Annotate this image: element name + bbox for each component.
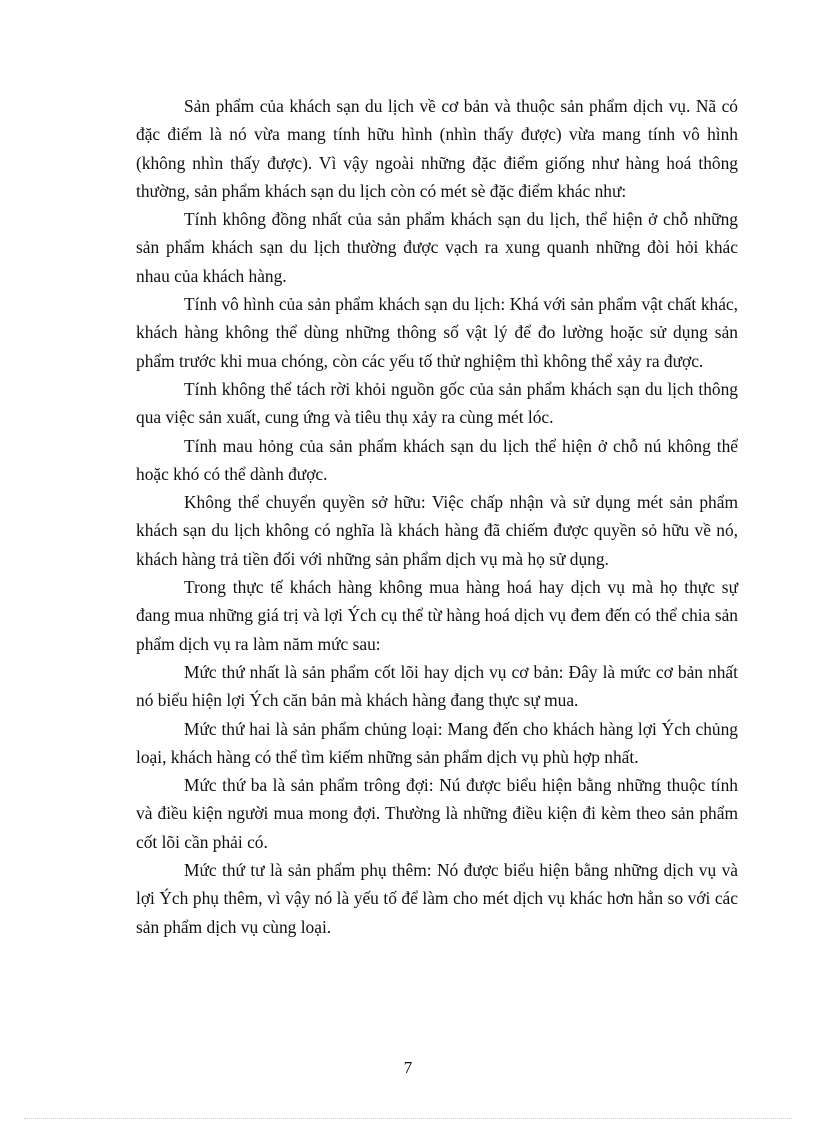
paragraph-5: Tính mau hỏng của sản phẩm khách sạn du lịch thể hiện ở chỗ nú không thể hoặc khó có thể dành được.	[136, 435, 738, 484]
page-bottom-divider	[24, 1118, 792, 1119]
paragraph-9: Mức thứ hai là sản phẩm chủng loại: Mang đến cho khách hàng lợi Ých chủng loại, khách hàng có thể tìm kiếm những sản phẩm dịch vụ phù hợp nhất.	[136, 718, 738, 767]
paragraph-2: Tính không đồng nhất của sản phẩm khách sạn du lịch, thể hiện ở chỗ những sản phẩm khách sạn du lịch thường được vạch ra xung quanh những đòi hỏi khác nhau của khách hàng.	[136, 209, 738, 286]
paragraph-7: Trong thực tế khách hàng không mua hàng hoá hay dịch vụ mà họ thực sự đang mua những giá trị và lợi Ých cụ thể từ hàng hoá dịch vụ đem đến có thể chia sản phẩm dịch vụ ra làm năm mức sau:	[136, 577, 738, 654]
paragraph-11: Mức thứ tư là sản phẩm phụ thêm: Nó được biểu hiện bằng những dịch vụ và lợi Ých phụ thêm, vì vậy nó là yếu tố để làm cho mét dịch vụ khác hơn hẳn so với các sản phẩm dịch vụ cùng loại.	[136, 860, 738, 937]
paragraph-3: Tính vô hình của sản phẩm khách sạn du lịch: Khá với sản phẩm vật chất khác, khách hàng không thể dùng những thông số vật lý để đo lường hoặc sử dụng sản phẩm trước khi mua chóng, còn các yếu tố thử nghiệm thì không thể xảy ra được.	[136, 294, 738, 371]
paragraph-4: Tính không thể tách rời khỏi nguồn gốc của sản phẩm khách sạn du lịch thông qua việc sản xuất, cung ứng và tiêu thụ xảy ra cùng mét lóc.	[136, 378, 738, 428]
paragraph-10: Mức thứ ba là sản phẩm trông đợi: Nú được biểu hiện bằng những thuộc tính và điều kiện người mua mong đợi. Thường là những điều kiện đi kèm theo sản phẩm cốt lõi cần phải có.	[136, 775, 738, 852]
paragraph-8: Mức thứ nhất là sản phẩm cốt lõi hay dịch vụ cơ bản: Đây là mức cơ bản nhất nó biểu hiện lợi Ých căn bản mà khách hàng đang thực sự mua.	[136, 661, 738, 711]
paragraph-1: Sản phẩm của khách sạn du lịch về cơ bản và thuộc sản phẩm dịch vụ. Nã có đặc điểm là nó vừa mang tính hữu hình (nhìn thấy được) vừa mang tính vô hình (không nhìn thấy được). Vì vậy ngoài những đặc điểm giống như hàng hoá thông thường, sản phẩm khách sạn du lịch còn có mét sè đặc điểm khác như:	[136, 96, 738, 201]
page-body	[136, 92, 738, 941]
page-number: 7	[403, 1058, 413, 1077]
paragraph-6: Không thể chuyển quyền sở hữu: Việc chấp nhận và sử dụng mét sản phẩm khách sạn du lịch không có nghĩa là khách hàng đã chiếm được quyền sỏ hữu về nó, khách hàng trả tiền đối với những sản phẩm dịch vụ mà họ sử dụng.	[136, 492, 738, 569]
